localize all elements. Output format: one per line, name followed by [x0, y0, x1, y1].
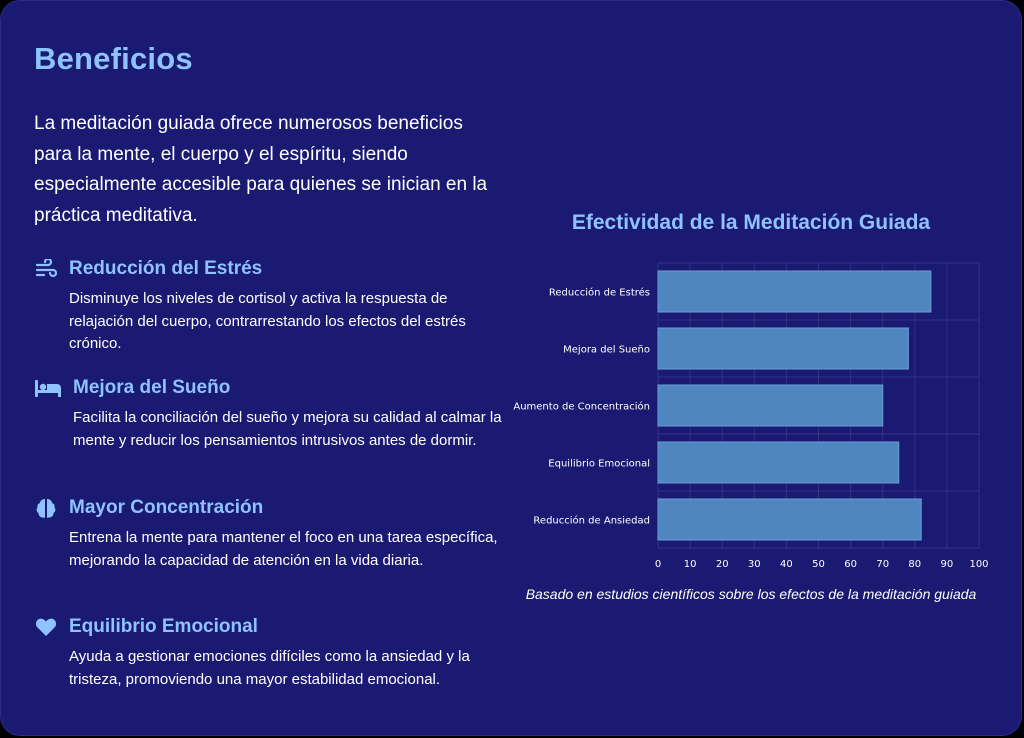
x-tick-label: 40 [780, 559, 793, 570]
x-tick-label: 80 [908, 559, 922, 570]
benefit-description: Ayuda a gestionar emociones difíciles como la ansiedad y la tristeza, promoviendo una mayor estabilidad emocional. [69, 648, 470, 688]
x-tick-label: 100 [969, 559, 989, 570]
x-tick-label: 60 [844, 559, 857, 570]
x-tick-label: 90 [940, 559, 954, 570]
chart-title: Efectividad de la Meditación Guiada [571, 211, 931, 234]
benefit-stress [34, 255, 504, 356]
intro-text: La meditación guiada ofrece numerosos beneficios para la mente, el cuerpo y el espíritu, siendo especialmente accesible para quienes se inician en la práctica meditativa. [34, 113, 488, 226]
wind-icon [34, 257, 58, 281]
bar [658, 271, 931, 312]
bed-icon [34, 376, 62, 400]
benefit-title: Mejora del Sueño [73, 377, 231, 398]
category-label: Mejora del Sueño [563, 344, 650, 356]
bar [658, 442, 899, 483]
x-tick-label: 70 [876, 559, 890, 570]
benefit-title: Equilibrio Emocional [69, 616, 258, 637]
benefit-sleep [34, 374, 504, 452]
bar [658, 499, 921, 540]
category-label: Reducción de Ansiedad [533, 515, 650, 527]
x-tick-label: 30 [747, 559, 761, 570]
bar [658, 328, 908, 369]
heart-icon [34, 615, 58, 639]
benefit-description: Entrena la mente para mantener el foco en una tarea específica, mejorando la capacidad de atención en la vida diaria. [69, 529, 498, 569]
benefit-title: Reducción del Estrés [69, 258, 263, 279]
brain-icon [34, 496, 58, 520]
bar [658, 385, 883, 426]
category-label: Equilibrio Emocional [548, 458, 650, 470]
benefit-title: Mayor Concentración [69, 497, 264, 518]
category-label: Aumento de Concentración [513, 401, 650, 413]
effectiveness-chart [501, 251, 1001, 581]
benefit-description: Facilita la conciliación del sueño y mejora su calidad al calmar la mente y reducir los pensamientos intrusivos antes de dormir. [73, 409, 502, 449]
benefit-concentration [34, 494, 504, 572]
x-tick-label: 50 [812, 559, 825, 570]
chart-caption: Basado en estudios científicos sobre los efectos de la meditación guiada [525, 586, 977, 602]
x-tick-label: 10 [683, 559, 697, 570]
x-tick-label: 20 [715, 559, 729, 570]
category-label: Reducción de Estrés [548, 287, 650, 299]
page-title: Beneficios [34, 41, 193, 76]
x-tick-label: 0 [654, 559, 662, 570]
benefit-description: Disminuye los niveles de cortisol y activa la respuesta de relajación del cuerpo, contrarrestando los efectos del estrés crónico. [69, 290, 466, 352]
benefit-emotional [34, 613, 504, 691]
